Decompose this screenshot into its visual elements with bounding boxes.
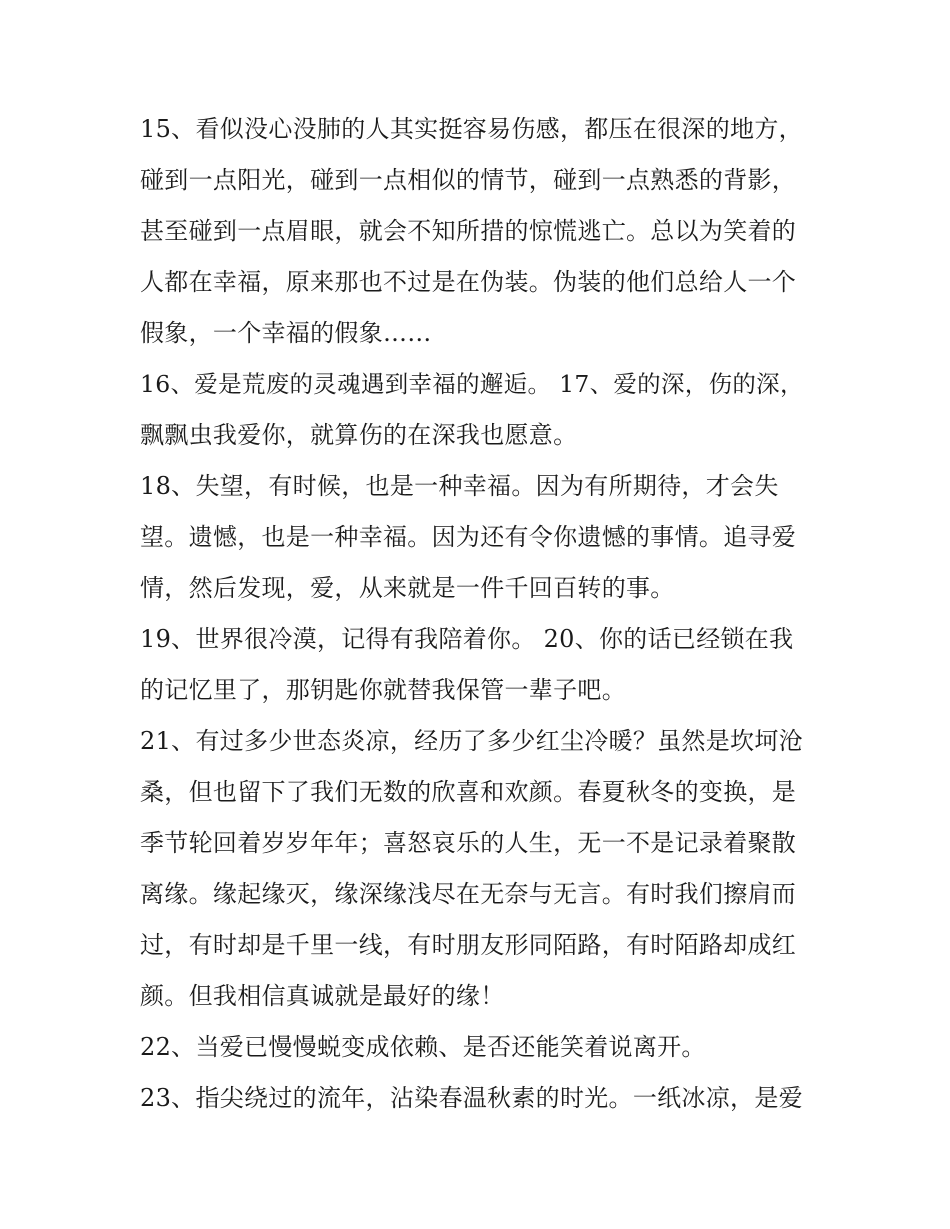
text-line: 离缘。缘起缘灭，缘深缘浅尽在无奈与无言。有时我们擦肩而 xyxy=(140,880,797,908)
document-body xyxy=(140,104,812,1124)
text-line: 望。遗憾，也是一种幸福。因为还有令你遗憾的事情。追寻爱 xyxy=(140,523,797,551)
text-line: 22、当爱已慢慢蜕变成依赖、是否还能笑着说离开。 xyxy=(140,1033,706,1061)
text-line: 过，有时却是千里一线，有时朋友形同陌路，有时陌路却成红 xyxy=(140,931,797,959)
text-line: 飘飘虫我爱你，就算伤的在深我也愿意。 xyxy=(140,421,578,449)
text-line: 16、爱是荒废的灵魂遇到幸福的邂逅。 17、爱的深，伤的深， xyxy=(140,370,804,398)
text-line: 23、指尖绕过的流年，沾染春温秋素的时光。一纸冰凉，是爱 xyxy=(140,1084,803,1112)
text-line: 人都在幸福，原来那也不过是在伪装。伪装的他们总给人一个 xyxy=(140,268,797,296)
text-line: 桑，但也留下了我们无数的欣喜和欢颜。春夏秋冬的变换，是 xyxy=(140,778,797,806)
text-line: 碰到一点阳光，碰到一点相似的情节，碰到一点熟悉的背影， xyxy=(140,166,797,194)
text-line: 季节轮回着岁岁年年；喜怒哀乐的人生，无一不是记录着聚散 xyxy=(140,829,797,857)
text-line: 颜。但我相信真诚就是最好的缘！ xyxy=(140,982,505,1010)
text-line: 假象，一个幸福的假象…… xyxy=(140,319,432,347)
text-line: 19、世界很冷漠，记得有我陪着你。 20、你的话已经锁在我 xyxy=(140,625,794,653)
text-line: 15、看似没心没肺的人其实挺容易伤感，都压在很深的地方， xyxy=(140,115,803,143)
text-line: 18、失望，有时候，也是一种幸福。因为有所期待，才会失 xyxy=(140,472,779,500)
text-line: 的记忆里了，那钥匙你就替我保管一辈子吧。 xyxy=(140,676,626,704)
text-line: 情，然后发现，爱，从来就是一件千回百转的事。 xyxy=(140,574,675,602)
text-line: 21、有过多少世态炎凉，经历了多少红尘冷暖？虽然是坎坷沧 xyxy=(140,727,803,755)
text-line: 甚至碰到一点眉眼，就会不知所措的惊慌逃亡。总以为笑着的 xyxy=(140,217,797,245)
